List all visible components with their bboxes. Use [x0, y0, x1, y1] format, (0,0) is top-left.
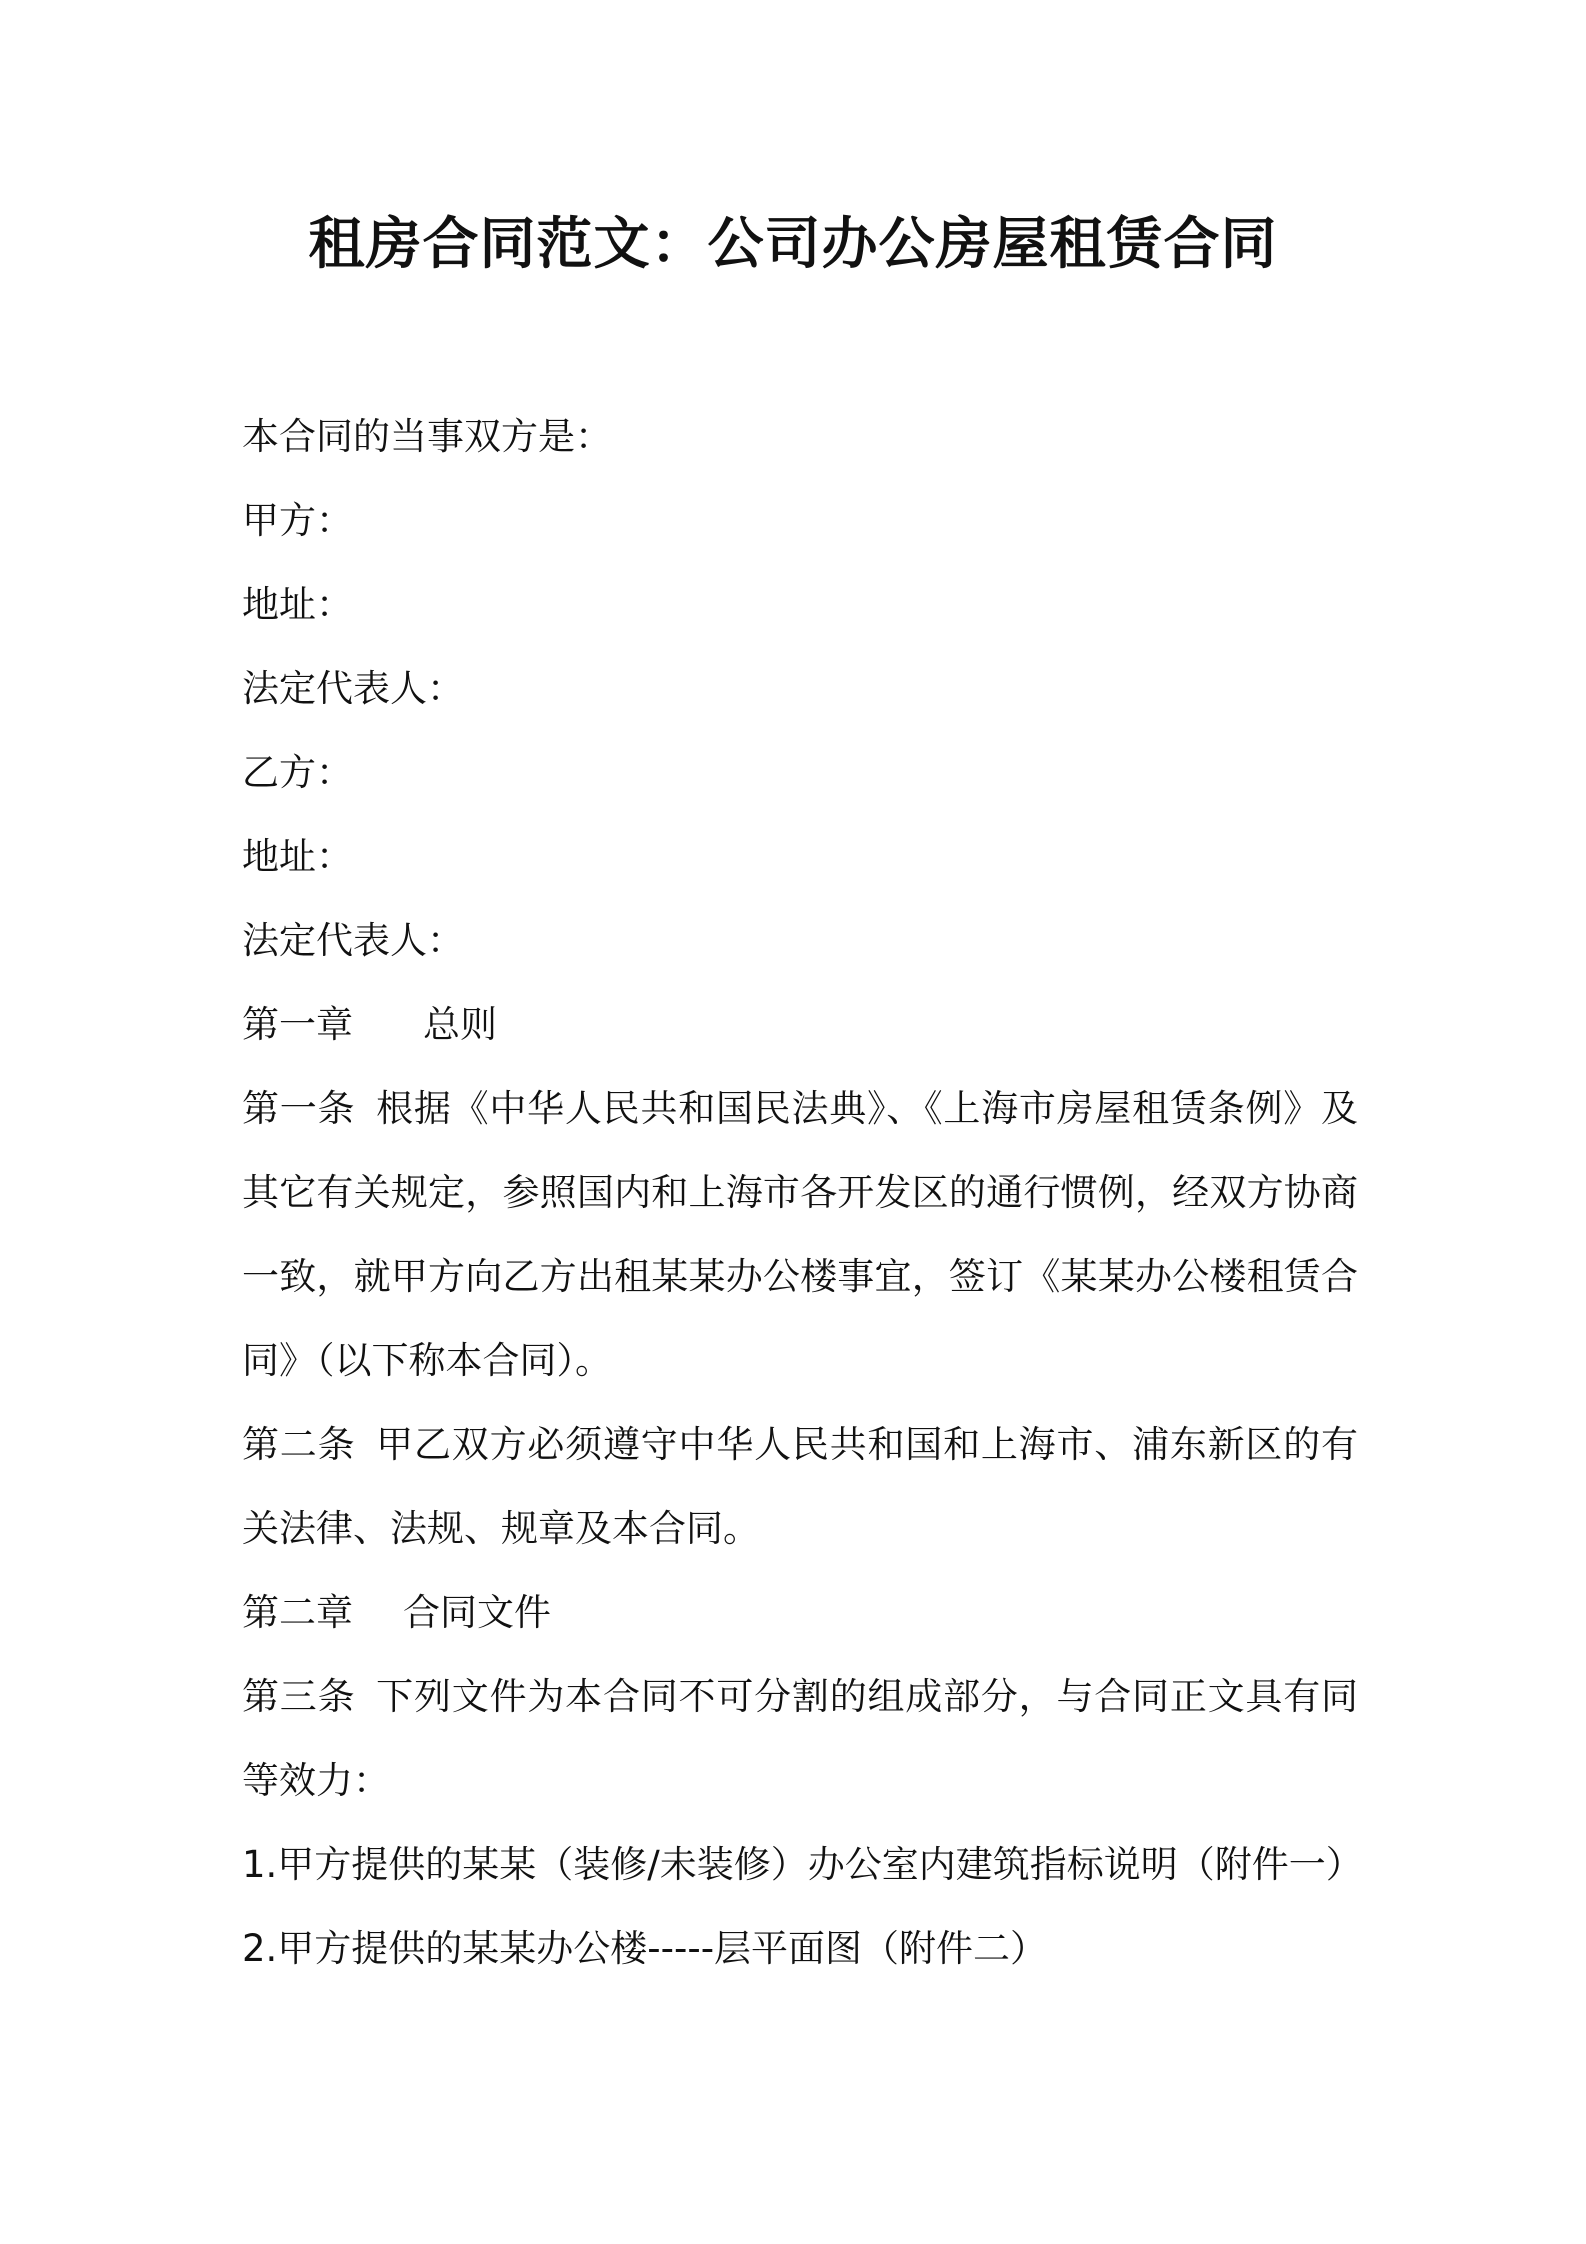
article-1-number: 第一条: [242, 1087, 356, 1130]
party-b-label: 乙方：: [242, 751, 353, 794]
chapter-2-number: 第二章: [242, 1591, 353, 1634]
party-b-rep-label: 法定代表人：: [242, 919, 464, 962]
article-2-number: 第二条: [242, 1423, 356, 1466]
article-3-number: 第三条: [242, 1675, 356, 1718]
article-3-text: 下列文件为本合同不可分割的组成部分，与合同正文具有同等效力：: [242, 1675, 1359, 1802]
chapter-2-heading: [242, 1571, 1358, 1655]
document-body: [242, 395, 1363, 1991]
party-a-label: 甲方：: [242, 499, 353, 542]
article-1: [242, 1067, 1358, 1403]
parties-intro: 本合同的当事双方是：: [242, 415, 612, 458]
article-2-text: 甲乙双方必须遵守中华人民共和国和上海市、浦东新区的有关法律、法规、规章及本合同。: [242, 1423, 1359, 1550]
party-a-address-label: 地址：: [242, 583, 353, 626]
chapter-2-name: 合同文件: [403, 1591, 551, 1634]
article-3: [242, 1655, 1358, 1823]
document-title: 租房合同范文：公司办公房屋租赁合同: [308, 212, 1278, 277]
article-1-text: 根据《中华人民共和国民法典》、《上海市房屋租赁条例》及其它有关规定，参照国内和上海市各开发区的通行惯例，经双方协商一致，就甲方向乙方出租某某办公楼事宜，签订《某某办公楼租赁合同》（以下称本合同）。: [242, 1087, 1359, 1382]
chapter-1-name: 总则: [423, 1003, 497, 1046]
party-b-address-label: 地址：: [242, 835, 353, 878]
list-item: 2.甲方提供的某某办公楼-----层平面图（附件二）: [242, 1927, 1048, 1970]
chapter-1-heading: [242, 983, 1358, 1067]
list-item: 1.甲方提供的某某（装修/未装修）办公室内建筑指标说明（附件一）: [242, 1843, 1363, 1886]
article-2: [242, 1403, 1358, 1571]
chapter-1-number: 第一章: [242, 1003, 353, 1046]
party-a-rep-label: 法定代表人：: [242, 667, 464, 710]
